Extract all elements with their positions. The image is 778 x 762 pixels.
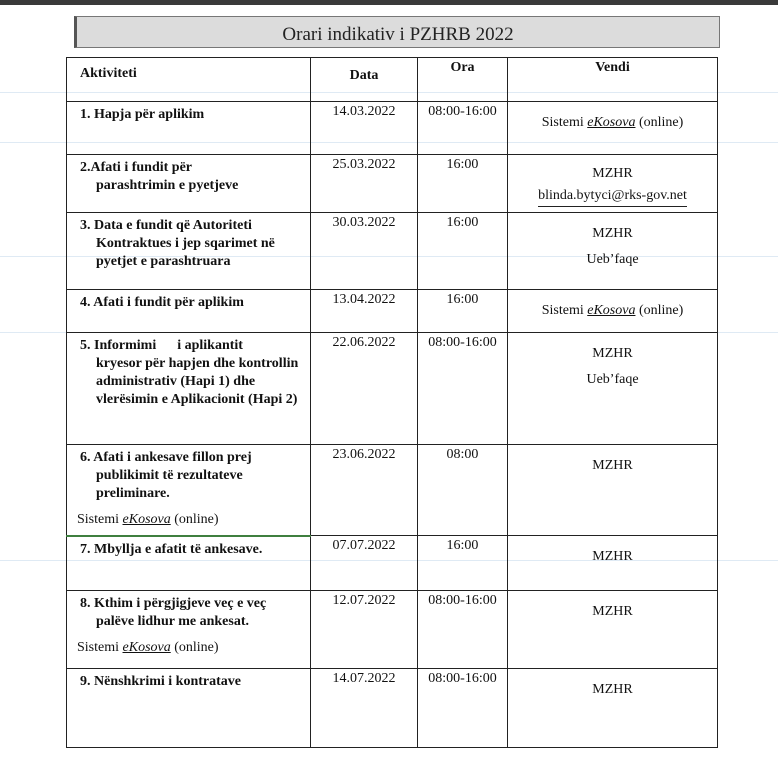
table-row (67, 445, 718, 536)
activity-cell: 1. Hapja për aplikim (67, 102, 311, 155)
venue-cell: MZHR blinda.bytyci@rks-gov.net (508, 155, 718, 213)
ekosova-link[interactable]: eKosova (587, 303, 636, 318)
venue-cell: Sistemi eKosova (online) (508, 290, 718, 333)
time-cell: 08:00-16:00 (418, 669, 508, 748)
activity-cell: 3. Data e fundit që Autoriteti Kontraktues i jep sqarimet në pyetjet e parashtruara (67, 213, 311, 290)
title-banner (74, 16, 720, 48)
activity-cell: 9. Nënshkrimi i kontratave (67, 669, 311, 748)
date-cell: 14.03.2022 (311, 102, 418, 155)
header-date: Data (311, 58, 418, 102)
contact-email-link[interactable]: blinda.bytyci@rks-gov.net (538, 186, 687, 207)
page-title: Orari indikativ i PZHRB 2022 (282, 24, 514, 45)
date-cell: 22.06.2022 (311, 333, 418, 445)
date-cell: 30.03.2022 (311, 213, 418, 290)
venue-cell: MZHR (508, 445, 718, 536)
time-cell: 08:00-16:00 (418, 333, 508, 445)
time-cell: 08:00-16:00 (418, 591, 508, 669)
table-row (67, 155, 718, 213)
table-row (67, 213, 718, 290)
date-cell: 07.07.2022 (311, 536, 418, 591)
header-time: Ora (418, 58, 508, 102)
venue-cell: MZHR (508, 536, 718, 591)
activity-cell: 4. Afati i fundit për aplikim (67, 290, 311, 333)
activity-cell: 6. Afati i ankesave fillon prej publikimit të rezultateve preliminare. Sistemi eKosova (online) (67, 445, 311, 536)
time-cell: 08:00 (418, 445, 508, 536)
activity-cell: 8. Kthim i përgjigjeve veç e veç palëve lidhur me ankesat. Sistemi eKosova (online) (67, 591, 311, 669)
header-venue: Vendi (508, 58, 718, 102)
table-row (67, 669, 718, 748)
table-row (67, 102, 718, 155)
time-cell: 16:00 (418, 290, 508, 333)
time-cell: 16:00 (418, 536, 508, 591)
table-row (67, 290, 718, 333)
date-cell: 25.03.2022 (311, 155, 418, 213)
time-cell: 08:00-16:00 (418, 102, 508, 155)
activity-cell: 5. Informimi i aplikantit kryesor për hapjen dhe kontrollin administrativ (Hapi 1) dhe vlerësimin e Aplikacionit (Hapi 2) (67, 333, 311, 445)
date-cell: 12.07.2022 (311, 591, 418, 669)
date-cell: 23.06.2022 (311, 445, 418, 536)
activity-cell: 2.Afati i fundit për parashtrimin e pyetjeve (67, 155, 311, 213)
schedule-table (66, 57, 718, 748)
table-row (67, 591, 718, 669)
ekosova-link[interactable]: eKosova (122, 512, 171, 527)
table-row (67, 333, 718, 445)
venue-cell: MZHR (508, 669, 718, 748)
venue-cell: MZHR Ueb’faqe (508, 213, 718, 290)
header-activity: Aktiviteti (67, 58, 311, 102)
time-cell: 16:00 (418, 155, 508, 213)
venue-cell: Sistemi eKosova (online) (508, 102, 718, 155)
date-cell: 14.07.2022 (311, 669, 418, 748)
ekosova-link[interactable]: eKosova (122, 640, 171, 655)
activity-cell: 7. Mbyllja e afatit të ankesave. (67, 536, 311, 591)
venue-cell: MZHR (508, 591, 718, 669)
date-cell: 13.04.2022 (311, 290, 418, 333)
ekosova-link[interactable]: eKosova (587, 115, 636, 130)
table-row (67, 536, 718, 591)
top-edge-bar (0, 0, 778, 5)
table-header-row (67, 58, 718, 102)
venue-cell: MZHR Ueb’faqe (508, 333, 718, 445)
time-cell: 16:00 (418, 213, 508, 290)
